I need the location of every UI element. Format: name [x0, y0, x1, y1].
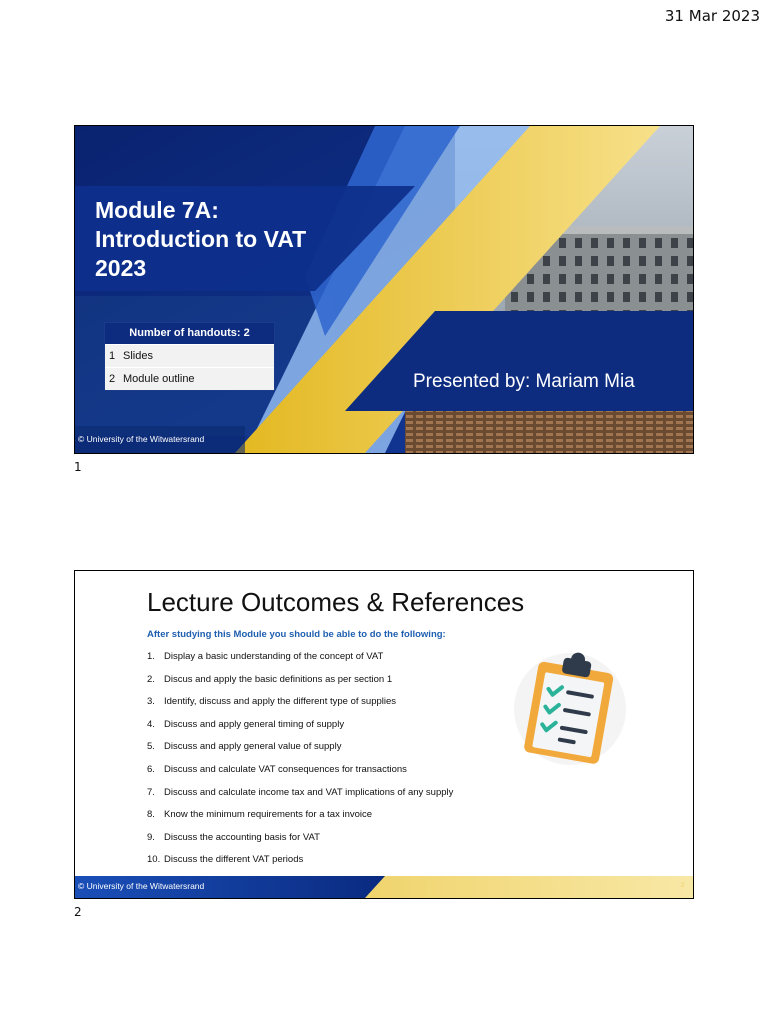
slide-1-title-line: Module 7A: — [95, 197, 219, 223]
outcome-text: Discuss the accounting basis for VAT — [164, 831, 320, 843]
handout-number: 2 — [109, 373, 116, 385]
outcome-item — [147, 809, 453, 832]
slide-2-intro: After studying this Module you should be able to do the following: — [147, 629, 446, 640]
outcome-number: 1. — [147, 651, 155, 662]
outcome-text: Display a basic understanding of the concept of VAT — [164, 651, 384, 662]
slide-1-footer: © University of the Witwatersrand — [78, 434, 205, 444]
outcome-item — [147, 741, 453, 764]
slide-1-title-line: 2023 — [95, 255, 147, 281]
presenter-name: Presented by: Mariam Mia — [413, 371, 635, 392]
handouts-row — [105, 367, 274, 390]
outcome-number: 4. — [147, 718, 155, 730]
outcome-number: 6. — [147, 763, 155, 775]
handout-label: Module outline — [123, 373, 195, 385]
handouts-table — [104, 322, 275, 391]
outcomes-list — [147, 651, 453, 877]
outcome-item — [147, 696, 453, 719]
outcome-text: Discuss the different VAT periods — [164, 854, 304, 866]
slide-1-background — [75, 126, 693, 453]
outcome-item — [147, 854, 453, 877]
handouts-row — [105, 344, 274, 367]
slide-2-title: Lecture Outcomes & References — [147, 587, 525, 617]
outcome-text: Discuss and apply general timing of supply — [164, 718, 345, 730]
outcome-item — [147, 832, 453, 855]
outcome-text: Discuss and calculate VAT consequences for transactions — [164, 763, 407, 775]
outcome-number: 10. — [147, 854, 161, 866]
outcome-text: Know the minimum requirements for a tax invoice — [164, 809, 373, 821]
slide-1-title-line: Introduction to VAT — [95, 226, 307, 252]
outcome-item — [147, 719, 453, 742]
handout-number: 1 — [109, 350, 116, 362]
slide-2 — [74, 570, 694, 899]
outcome-number: 5. — [147, 741, 155, 753]
slide-number: 1 — [74, 460, 82, 474]
outcome-text: Identify, discuss and apply the different type of supplies — [164, 696, 397, 708]
outcome-number: 9. — [147, 831, 155, 843]
outcome-item — [147, 764, 453, 787]
page-date: 31 Mar 2023 — [664, 7, 760, 25]
outcome-text: Discuss and calculate income tax and VAT implications of any supply — [164, 786, 454, 798]
outcome-number: 3. — [147, 696, 155, 708]
outcome-item — [147, 787, 453, 810]
slide-2-page-number: 2 — [681, 883, 685, 889]
slide-2-footer: © University of the Witwatersrand — [78, 881, 205, 891]
handout-label: Slides — [123, 350, 153, 362]
outcome-number: 7. — [147, 786, 155, 798]
outcome-item — [147, 651, 453, 674]
outcome-number: 2. — [147, 673, 155, 685]
clipboard-checklist-icon — [505, 649, 635, 769]
outcome-text: Discus and apply the basic definitions as per section 1 — [164, 673, 393, 685]
slide-number: 2 — [74, 905, 82, 919]
outcome-item — [147, 674, 453, 697]
outcome-text: Discuss and apply general value of supply — [164, 741, 342, 753]
outcome-number: 8. — [147, 809, 155, 821]
slide-1 — [74, 125, 694, 454]
slide-1-title — [95, 196, 395, 283]
handouts-heading: Number of handouts: 2 — [105, 323, 274, 344]
